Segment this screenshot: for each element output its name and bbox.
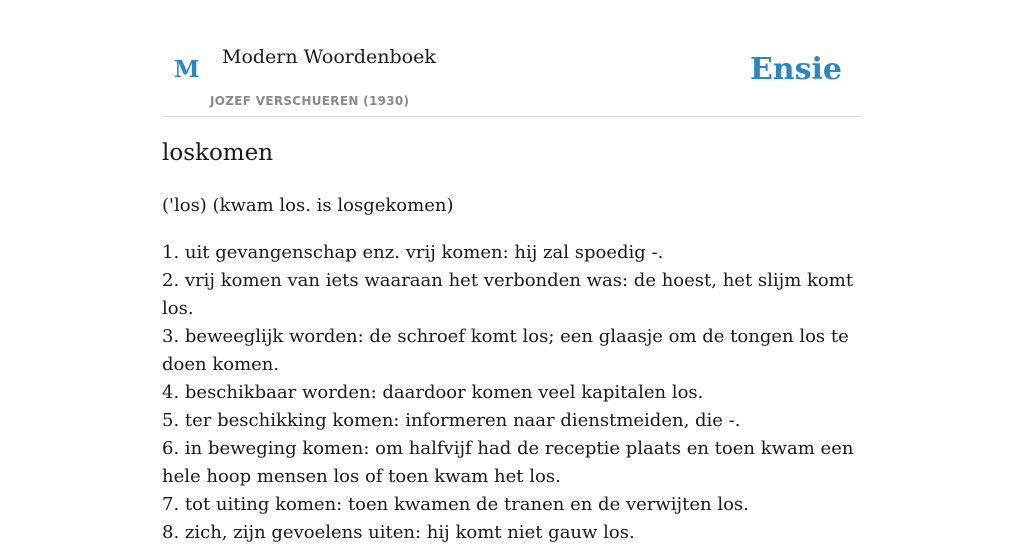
definition-item: 4. beschikbaar worden: daardoor komen veel kapitalen los. [162,382,704,403]
entry-grammar: ('los) (kwam los. is losgekomen) [162,195,454,216]
definition-item: 5. ter beschikking komen: informeren naar dienstmeiden, die -. [162,410,741,431]
definition-item: 7. tot uiting komen: toen kwamen de tranen en de verwijten los. [162,494,749,515]
definition-item: 1. uit gevangenschap enz. vrij komen: hij zal spoedig -. [162,242,664,263]
definition-item: 6. in beweging komen: om halfvijf had de receptie plaats en toen kwam een hele hoop mensen los of toen kwam het los. [162,438,854,487]
definition-item: 2. vrij komen van iets waaraan het verbonden was: de hoest, het slijm komt los. [162,270,854,319]
brand-logo[interactable]: Ensie [749,52,842,87]
dictionary-logo[interactable]: M [174,56,200,83]
page [162,0,862,543]
dictionary-author: JOZEF VERSCHUEREN (1930) [210,94,410,108]
definition-item: 3. beweeglijk worden: de schroef komt los; een glaasje om de tongen los te doen komen. [162,326,849,375]
dictionary-title[interactable]: Modern Woordenboek [222,46,436,68]
definition-list [162,239,862,547]
definition-item: 8. zich, zijn gevoelens uiten: hij komt niet gauw los. [162,522,635,543]
entry-word: loskomen [162,140,274,166]
header [162,0,862,117]
